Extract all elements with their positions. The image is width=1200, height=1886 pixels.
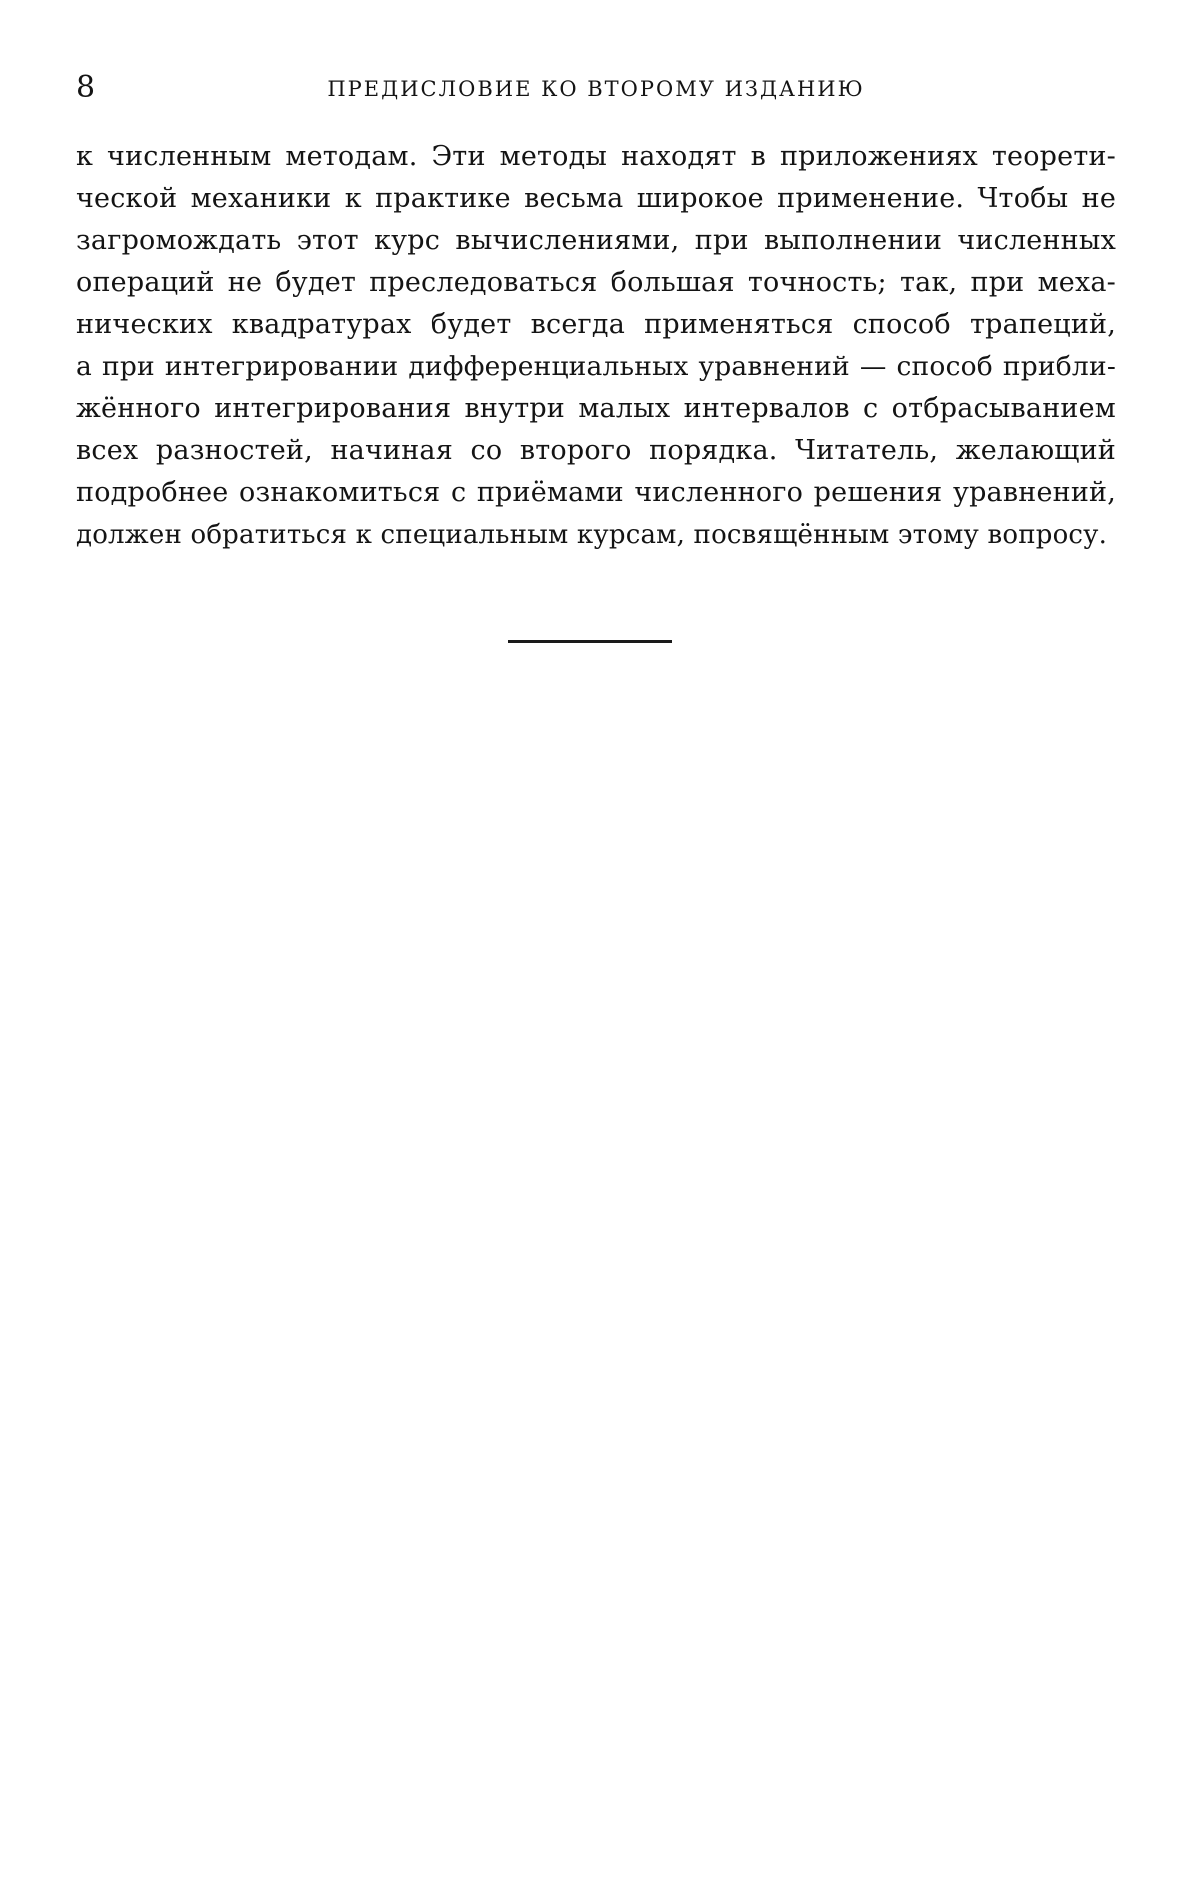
- text-line: ческой механики к практике весьма широкое применение. Чтобы не: [76, 183, 1116, 214]
- body-paragraph: [76, 136, 1116, 556]
- text-line: операций не будет преследоваться большая точность; так, при меха-: [76, 267, 1116, 298]
- running-head-title: ПРЕДИСЛОВИЕ КО ВТОРОМУ ИЗДАНИЮ: [327, 77, 865, 101]
- text-line: нических квадратурах будет всегда применяться способ трапеций,: [76, 309, 1116, 340]
- text-line: подробнее ознакомиться с приёмами численного решения уравнений,: [76, 477, 1116, 508]
- text-line: должен обратиться к специальным курсам, посвящённым этому вопросу.: [76, 520, 1108, 550]
- text-line: загромождать этот курс вычислениями, при выполнении численных: [76, 225, 1116, 256]
- text-line: жённого интегрирования внутри малых интервалов с отбрасыванием: [76, 393, 1116, 424]
- text-line: всех разностей, начиная со второго порядка. Читатель, желающий: [76, 435, 1116, 466]
- text-line: а при интегрировании дифференциальных уравнений — способ прибли-: [76, 351, 1116, 382]
- section-end-rule: [508, 640, 672, 643]
- running-head: [76, 68, 1116, 108]
- page-number: 8: [76, 70, 96, 105]
- text-line: к численным методам. Эти методы находят в приложениях теорети-: [76, 141, 1116, 172]
